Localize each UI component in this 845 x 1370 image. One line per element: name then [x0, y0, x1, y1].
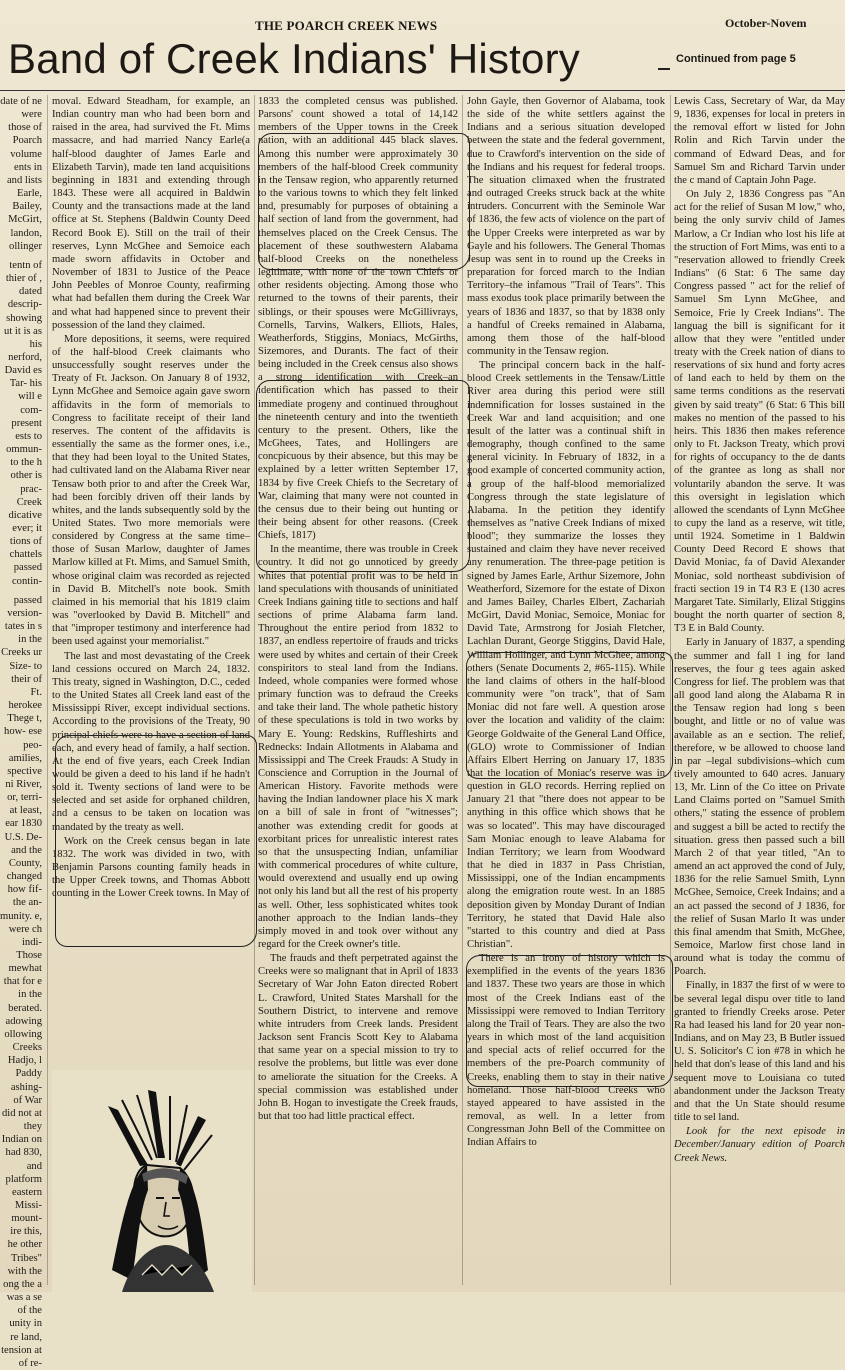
col2-paragraph-3: The frauds and theft perpetrated against the Creeks were so malignant that in April of 1833 Secretary of War John Eaton directed Robert L. Crawford, United States Marshall for the Southern District, to intervene and remove white intruders from Creek lands. President Jackson sent Francis Scott Key to Alabama that same year on a special mission to try to resolve the problems, but little was ever done to ameliorate the situation for the Creeks. A special commission was established under John B. Hogan to investigate the Creek frauds, but that too had little practical effect. — [258, 953, 458, 1123]
article-column-2 — [258, 95, 458, 1287]
article-column-0 — [0, 95, 42, 1369]
column-separator — [47, 95, 48, 1285]
continued-from-label: Continued from page 5 — [676, 53, 796, 65]
col0-paragraph-2: tentn of thier of , dated descrip- showing ut it is as his nerford, David es Tar- his will e com- present ests to ommun- to the h other is prac- Creek dicative ever; it tions of chattels passed contin- — [4, 259, 42, 587]
col3-paragraph-1: John Gayle, then Governor of Alabama, took the side of the white settlers against the Indians and a serious situation developed between the state and the federal government, due to Crawford's intervention on the side of the Indians and his request for federal troops. The situation climaxed when the frustrated and outraged Creeks struck back at the white intruders. Concurrent with the Seminole War of 1836, the few acts of violence on the part of the Upper Creeks were interpreted as war by Gayle and his followers. The General Thomas Jesup was sent in to round up the Creeks in preparation for forced march to the Indian Territory–the infamous "Trail of Tears". This mass exodus took place primarily between the years of 1836 and 1837, so that by 1838 only a handful of Creeks remained in Alabama, among them those of the half-blood community in the Tensaw region. — [467, 96, 665, 357]
chief-portrait-icon — [52, 1070, 252, 1292]
article-headline: Band of Creek Indians' History — [8, 35, 580, 82]
col2-paragraph-2: In the meantime, there was trouble in Creek country. It did not go unnoticed by greedy whites that potential profit was to be held in land speculations with thousands of uninitiated Creek Indians gaining title to sections and half sections of prime Alabama farm land. Throughout the entire period from 1832 to 1837, an endless repertoire of frauds and tricks were used by whites and certain of their Creek conspiritors to steal land from the Indians. Indeed, whole companies were formed whose primary function was to defraud the Creeks and take their land. The whole pathetic history of these speculations is told in two works by Mary E. Young: Redskins, Ruffleshirts and Rednecks: Indain Allotments in Alabama and Mississippi and The Creek Frauds: A Study in Conscience and Corruption in the Journal of American History. Favorite methods were having the Indian landowner place his X mark on a bill of sale in front of "witnesses"; another was extending credit for goods at exorbitant prices for unrealistic interest rates so that the unsuspecting Indian, unfamiliar with commerical procedures of white culture, would overextend and usually end up owing not only his land but all the rest of his property as well. Other, less sophisticated whites took another approach to the Indian lands–they simply moved in and took over without any regard for the Creek owner's title. — [258, 544, 458, 950]
col0-paragraph-3: passed version- tates in s in the Creeks ur Size- to their of Ft. herokee Thege t, how- ese peo- amilies, spective ni River, or, terri- at least, ear 1830 U.S. De- and the County, changed how fif- the an- munity. e, were ch indi- Those mewhat that for e in the berated. adowing ollowing Creeks Hadjo, l Paddy ashing- of War did not at they Indian on had 830, and platform eastern Missi- mount- ire this, he other Tribes" with the ong the a was a se of the unity in re land, tension at of re- — [0, 594, 42, 1369]
col1-paragraph-3: The last and most devastating of the Creek land cessions occured on March 24, 1832. This treaty, signed in Washington, D.C., ceded to the United States all Creek land east of the Mississippi River, except individual sections. According to the provisions of the Treaty, 90 principal chiefs were to have a section of land each, and every head of family, a half section. At the end of five years, each Creek Indian would be given a deed to his land if he hadn't sold it. Twenty sections of land were to be selected and set aside for orphaned children, and a census to be taken on location was mandated by the treaty as well. — [52, 650, 250, 833]
article-column-3 — [467, 95, 665, 1287]
col3-paragraph-3: There is an irony of history which is exemplified in the events of the years 1836 and 1837. These two years are those in which most of the Creek Indians east of the Mississippi were removed to Indian Territory along the Trail of Tears. They are also the two years in which most of the land acquisition and special acts of relief occurred for the members of the pre-Poarch community of Creeks, enabling them to stay in their native homeland. Those half-blood Creeks who stayed appeared to have assisted in the removal, as well. In a letter from Congressman John Bell of the Committee on Indian Affairs to — [467, 953, 665, 1149]
col1-paragraph-1: moval. Edward Steadham, for example, an Indian country man who had been born and raised in the area, had survived the Ft. Mims massacre, and had married Nancy Earle(a half-blood daughter of James Earle and Elizabeth Tarvin), made ten land acquisitions beginning in 1831 and extending through 1843. These were all acquired in Baldwin County and the transactions made at the land office at St. Stephens (Baldwin County Deed Record Book E). Still on the trail of their reserves, Lynn McGhee and Semoice each made sworn affidavits in October and November of 1831 to Justice of the Peace John Peebles of Monroe County, reafirming what had befallen them during the Creek War and what had happened since to prevent their possession of the land they claimed. — [52, 96, 250, 331]
paper-name: THE POARCH CREEK NEWS — [255, 18, 438, 33]
col0-paragraph-1: date of ne were those of Poarch volume ents in and lists Earle, Bailey, McGirt, landon, ollinger — [0, 96, 42, 252]
col4-paragraph-4: Finally, in 1837 the first of w were to be several legal dispu over title to land granted to friendly Creeks arose. Peter Ra had leased his land for 20 year non-Indians, and on May 23, B Butler issued U. S. Solicitor's C ion #78 in which he held that don's lease of this land and his sequent move to Louisiana co tuted abandonment under the Jackson Treaty and that the Un State should resume title to sel land. — [674, 980, 845, 1124]
column-separator — [670, 95, 671, 1285]
issue-date: October-Novem — [725, 16, 807, 30]
col4-paragraph-3: Early in January of 1837, a spending the summer and fall l ing for land reserves, the four g tees again asked Congress for lief. The problem was that all good land along the Alabama R in the Tensaw region had long s been bought, and little or no of value was available as an e section. The relief, therefore, w be allowed to choose land in par –legal subdivisions–which cum tively amounted to 640 acres. January 13, Mr. Linn of the Co ittee on Private Land Claims ported on "Samuel Smith others," stating the essence of problem and suggest a bill be acted to rectify the situation. gress then passed such a bill March 2 of that year titled, "An to amend an act approved the cond of July, 1836 for the relie Samuel Smith, Lynn McGhee, Semoice, Creek Indains; and a an act passed the second of J 1836, for the relief of Susan Marlo It was under this final amendm that Smith, McGhee, Semoice, Marlow first chose land in around what is today the commu of Poarch. — [674, 637, 845, 978]
column-separator — [254, 95, 255, 1285]
article-column-4 — [674, 95, 845, 1287]
next-episode-note: Look for the next episode in December/January edition of Poarch Creek News. — [674, 1126, 845, 1164]
top-rule — [0, 90, 845, 91]
col1-paragraph-4: Work on the Creek census began in late 1832. The work was divided in two, with Benjamin Parsons counting family heads in the Upper Creek towns, and Thomas Abbott counting in the Lower Creek towns. In May of — [52, 835, 250, 900]
col4-paragraph-1: Lewis Cass, Secretary of War, da May 9, 1836, expenses for local in preters in the removal effort w listed for John Rolin and Rich Tarvin under the command of Edward Deas, and for Samuel Sm and Richard Tarvin under the c mand of Captain John Page. — [674, 96, 845, 186]
col3-paragraph-2: The principal concern back in the half-blood Creek settlements in the Tensaw/Little River area during this period were still indemnification for losses sustained in the Creek War and land acquisition; and one result of the latter was a continual shift in demography, though confined to the same general vicinity. In February of 1832, in a good example of concerted community action, a group of the half-blood memorialized Congress through the state legislature of Alabama. In the petition they identify themselves as "native Creek Indians of mixed blood"; they summarize the losses they sustained and claim they have never received any renumeration. The three-page petition is signed by James Earle, Arthur Sizemore, John Weatherford, Sizemore for the estate of Dixon and James Bailey, Charles Elbert, Zachariah McGirt, David Moniac, Semoice, Moniac for David Tate, Armstrong for Josiah Fletcher, Lachlan Durant, George Stiggins, David Hale, William Hollinger, and Lynn McGhee, among others (Senate Documents 2, #65-115). While the land claims of others in the half-blood community were "on track", that of Sam Moniac did not fare well. A question arose over the location and validity of the claim: George Goldwaite of the General Land Office, (GLO) wrote to Commissioner of Indian Affairs Elbert Herring on January 17, 1835 that the location of Moniac's reserve was in question in GLO records. Herring replied on January 21 that "there does not appear to be anything in this office which shows that he was so located". This may have discouraged Sam Moniac enough to leave Alabama for Indian Territory; we learn from Woodward that he died in 1837 in Pass Christian, Mississippi, one of the Indian encampments along the emigration route west. In an 1885 deposition given by Monday Durant of Indian Territory, he stated that David Hale also "started to this country and died at Pass Christian". — [467, 360, 665, 950]
col4-paragraph-2: On July 2, 1836 Congress pas "An act for the relief of Susan M low," who, being the only surviv child of James Marlow, a Cr Indian who lost his life at the struction of Fort Mims, was enti to a "reservation allowed to friendly Creek Indians" (6 Stat: 6 The same day Congress passed " act for the relief of Samuel Sm Lynn McGhee, and Semoice, Frie ly Creek Indians". The languag the bill is significant for it allow that they were "entitled under treaty with the Creek nation of dians to reservations of six hund and forty acres of land each to held by them on the same terms conditions as the reservati given by said treaty" (6 Stat: 6 This bill makes no mention of the passed to his heirs. This 1836 then makes reference only to Ft. Jackson Treaty, which provi for rights of occupancy to the de dants of the grantee as long as shall nor voluntarily abandon the serve. It was this oversight in legislation which allowed the scendants of Lynn McGhee to cupy the land as a reserve, wit title, until 1924. Sometime in 1 Baldwin County Deed Record E shows that David Moniac, fa of David Alexander Moniac, sold northeast subdivision of fracti section 19 in T4 R3 E (130 acres Margaret Tate. Similarly, Elizal Stiggins bought the north quarter of section 8, T3 E in Bald County. — [674, 189, 845, 635]
column-separator — [462, 95, 463, 1285]
headline-rule — [658, 68, 670, 70]
col2-paragraph-1: 1833 the completed census was published. Parsons' count showed a total of 14,142 members of the Upper towns in the Creek nation, with an additional 445 black slaves. Among this number were approximately 30 members of the half-blood Creek community in the Tensaw region, who apparently returned to the various towns to which they felt linked and, presumably for purposes of obtaining a half section of land from the government, had themselves placed on the Creek Census. The placement of these southwestern Alabama half-blood Creeks on the nonetheless legitimate, with none of the town Chiefs or other residents objecting. Among those who returned to the towns of their parents, their siblings, or their spouses were McGillivrays, Cornells, Tarvins, Walkers, Elliots, Hales, Weatherfords, Stiggins, Moniacs, McGirths, Sizemores, and Durants. The fact of their being included in the Creek census also shows a strong identification with Creek–an identification which has passed to their immediate progeny and continued throughout the nineteenth century and into the twentieth century to the present. Others, like the McGhees, Tates, and Hollingers are concpicuous by their absence, but this may be explained by a letter written September 17, 1834 by five Creek Chiefs to the Secretary of War, claiming that many were not counted in the census due to their being out hunting or their being absent for other reasons. (Creek Chiefs, 1817) — [258, 96, 458, 542]
col1-paragraph-2: More depositions, it seems, were required of the half-blood Creek claimants who unsuccessfully sought reserves under the Treaty of Ft. Jackson. On January 8 of 1932, Lynn McGhee and Semoice again gave sworn affidavits in the form of memorials to Congress to facilitate receipt of their land reserves. The content of the affidavits is essentially the same as the former ones, i.e., that they had been loyal to the United States, had cultivated land on the Alabama River near Tensaw both prior to and after the Creek War, had been forcibly driven off their lands by whites, and the lands subsequently sold by the United States. Two more memorials were considered by Congress at the same time–those of Susan Marlow, daughter of James Marlow killed at Ft. Mims, and Samuel Smith, whose original claim was recorded as rejected in David B. Mitchell's note book. Smith claimed in his memorial that his 1819 claim was "overlooked by David B. Mitchell" and that "improper testimony and interference had been used against your memorialist." — [52, 333, 250, 648]
